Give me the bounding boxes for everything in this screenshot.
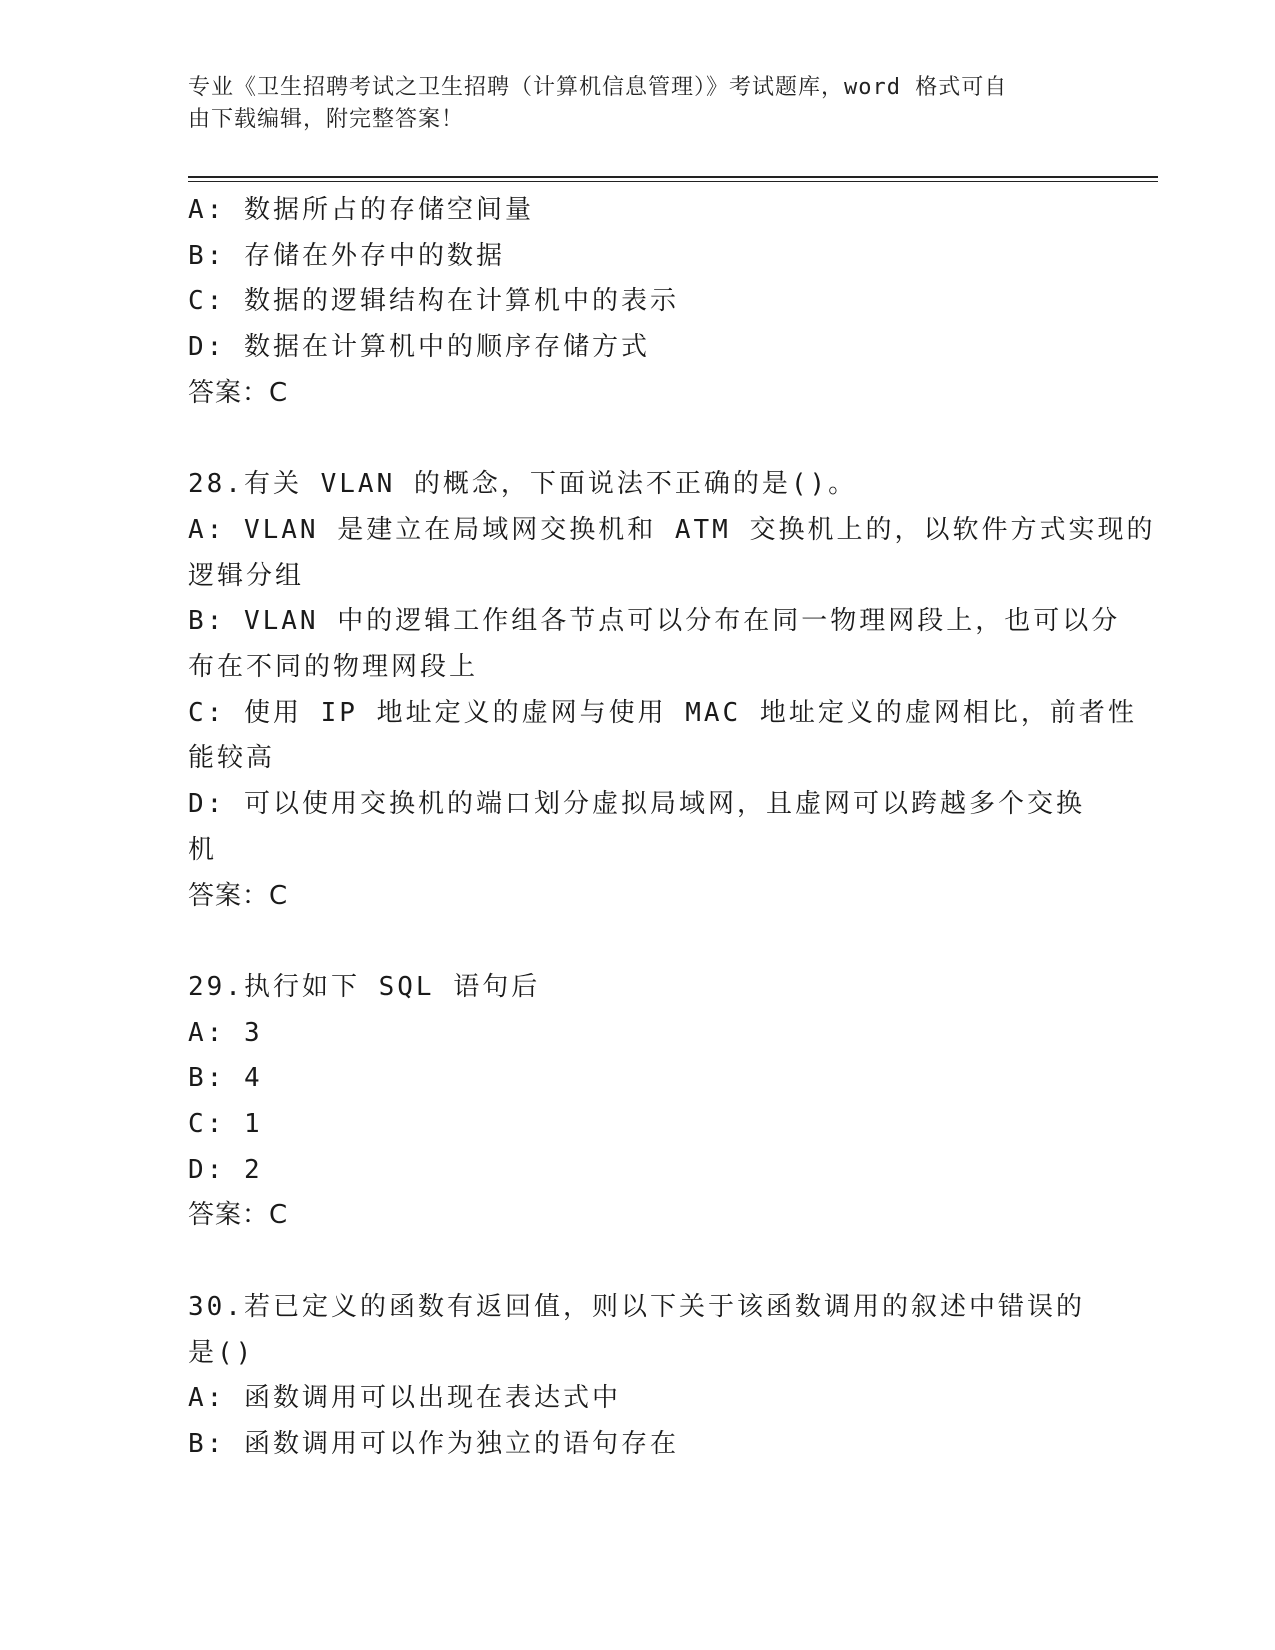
spacer	[188, 919, 1088, 965]
option-a-continued: 逻辑分组	[188, 560, 305, 591]
option-c: C: 使用 IP 地址定义的虚网与使用 MAC 地址定义的虚网相比，前者性	[188, 697, 1137, 728]
document-header	[188, 72, 1068, 136]
question-text: 28.有关 VLAN 的概念，下面说法不正确的是()。	[188, 469, 858, 500]
question-text-continued: 是()	[188, 1337, 255, 1368]
question-text: 30.若已定义的函数有返回值，则以下关于该函数调用的叙述中错误的	[188, 1291, 1085, 1322]
answer-label: 答案：C	[188, 377, 289, 408]
option-a: A: 3	[188, 1017, 263, 1048]
option-b-continued: 布在不同的物理网段上	[188, 652, 479, 683]
question-30	[188, 1285, 1088, 1468]
question-list	[188, 188, 1156, 1468]
option-d: D: 可以使用交换机的端口划分虚拟局域网，且虚网可以跨越多个交换	[188, 789, 1085, 820]
option-b: B: 函数调用可以作为独立的语句存在	[188, 1428, 679, 1459]
option-c-continued: 能较高	[188, 743, 276, 774]
option-d-continued: 机	[188, 834, 218, 865]
question-28	[188, 462, 1156, 919]
option-c: C: 1	[188, 1109, 263, 1140]
header-divider-thick	[188, 176, 1158, 178]
spacer	[188, 1239, 1088, 1285]
header-divider-thin	[188, 181, 1158, 182]
question-27	[188, 188, 1088, 417]
option-a: A: VLAN 是建立在局域网交换机和 ATM 交换机上的，以软件方式实现的	[188, 514, 1156, 545]
header-line: 专业《卫生招聘考试之卫生招聘（计算机信息管理）》考试题库，word 格式可自	[188, 75, 1008, 100]
option-c: C: 数据的逻辑结构在计算机中的表示	[188, 286, 679, 317]
answer-label: 答案：C	[188, 880, 289, 911]
option-a: A: 数据所占的存储空间量	[188, 195, 534, 225]
option-a: A: 函数调用可以出现在表达式中	[188, 1383, 621, 1414]
option-b: B: 4	[188, 1063, 263, 1094]
question-text: 29.执行如下 SQL 语句后	[188, 971, 541, 1002]
option-d: D: 2	[188, 1154, 263, 1185]
spacer	[188, 417, 1088, 463]
option-d: D: 数据在计算机中的顺序存储方式	[188, 332, 650, 363]
option-b: B: VLAN 中的逻辑工作组各节点可以分布在同一物理网段上，也可以分	[188, 606, 1121, 637]
option-b: B: 存储在外存中的数据	[188, 240, 505, 271]
answer-label: 答案：C	[188, 1200, 289, 1231]
header-line: 由下载编辑，附完整答案！	[188, 107, 465, 132]
question-29	[188, 965, 1088, 1239]
